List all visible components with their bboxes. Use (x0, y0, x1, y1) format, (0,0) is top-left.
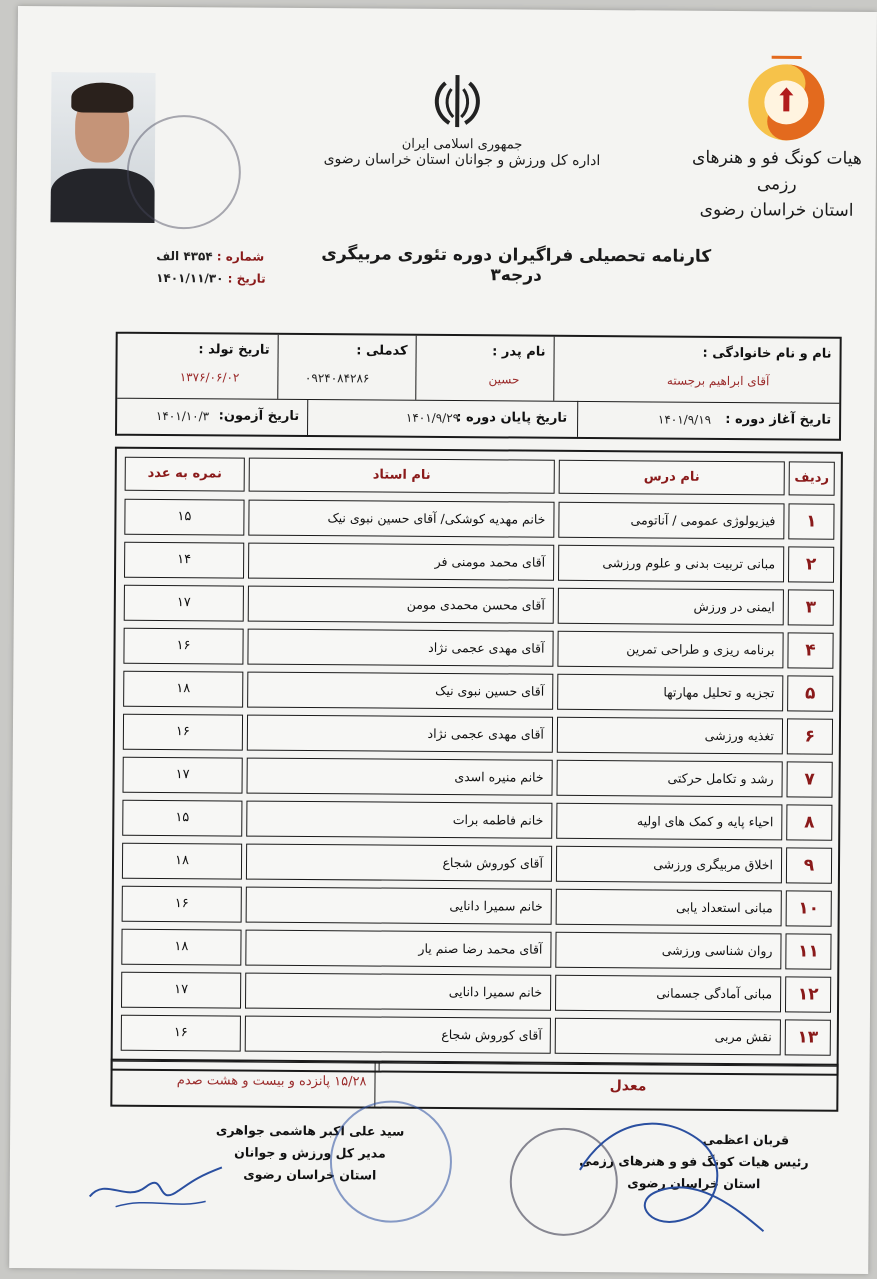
row-number: ۹ (786, 847, 832, 883)
grade-value: ۱۷ (123, 757, 243, 794)
table-row (116, 542, 840, 585)
table-row (114, 800, 838, 843)
course-name: فیزیولوژی عمومی / آناتومی (558, 502, 784, 540)
header-grade: نمره به عدد (125, 457, 245, 492)
grade-value: ۱۶ (123, 628, 243, 665)
grades-header-row (117, 457, 841, 500)
table-row (114, 843, 838, 886)
table-row (114, 757, 838, 800)
grade-value: ۱۶ (121, 1015, 241, 1052)
table-row (113, 972, 837, 1015)
kungfu-federation-logo (741, 47, 832, 146)
father-value: حسین (488, 372, 520, 387)
teacher-name: خانم مهدیه کوشکی/ آقای حسین نبوی نیک (248, 500, 554, 538)
end-date-label: تاریخ پایان دوره : (456, 410, 568, 426)
federation-header (677, 145, 877, 224)
table-row (115, 671, 839, 714)
grades-table (111, 447, 843, 1076)
row-number: ۲ (788, 546, 834, 582)
header-teacher: نام استاد (249, 458, 555, 494)
document-date (156, 271, 266, 286)
course-name: مبانی آمادگی جسمانی (555, 975, 781, 1013)
table-row (116, 499, 840, 542)
row-number: ۱۱ (785, 933, 831, 969)
ministry-line1: جمهوری اسلامی ایران (401, 136, 523, 153)
table-row (116, 585, 840, 628)
course-name: تغذیه ورزشی (557, 717, 783, 755)
end-date-value: ۱۴۰۱/۹/۲۹ (405, 410, 460, 426)
course-name: تجزیه و تحلیل مهارتها (557, 674, 783, 712)
row-number: ۱۳ (785, 1019, 831, 1055)
course-name: مبانی تربیت بدنی و علوم ورزشی (558, 545, 784, 583)
photo-stamp (126, 115, 241, 230)
document-number (156, 249, 264, 264)
iran-emblem-icon (425, 69, 489, 133)
signature-scribble-right (569, 1110, 770, 1241)
table-row (115, 628, 839, 671)
date-value: ۱۴۰۱/۱۱/۳۰ (156, 270, 224, 286)
date-label: تاریخ : (227, 271, 266, 286)
student-info-box (115, 332, 842, 441)
grade-value: ۱۵ (124, 499, 244, 536)
birth-date-label: تاریخ تولد : (198, 342, 270, 358)
national-id-value: ۰۹۲۴۰۸۴۲۸۶ (304, 371, 370, 386)
signer-right-title1: رئیس هیات کونگ فو و هنرهای رزمی (579, 1152, 809, 1170)
course-name: برنامه ریزی و طراحی تمرین (557, 631, 783, 669)
teacher-name: خانم سمیرا دانایی (245, 973, 551, 1011)
average-value: ۱۵/۲۸ پانزده و بیست و هشت صدم (176, 1073, 367, 1090)
course-name: اخلاق مربیگری ورزشی (556, 846, 782, 884)
course-name: رشد و تکامل حرکتی (556, 760, 782, 798)
start-date-label: تاریخ آغاز دوره : (725, 411, 832, 428)
federation-line2: استان خراسان رضوی (699, 199, 854, 221)
ministry-stamp (330, 1100, 453, 1223)
grade-value: ۱۵ (122, 800, 242, 837)
header-course: نام درس (559, 460, 785, 496)
grade-value: ۱۷ (121, 972, 241, 1009)
ministry-header (317, 136, 607, 169)
signer-left-name: سید علی اکبر هاشمی جواهری (215, 1122, 405, 1139)
grade-value: ۱۶ (122, 886, 242, 923)
name-label: نام و نام خانوادگی : (702, 345, 832, 362)
birth-date-value: ۱۳۷۶/۰۶/۰۲ (179, 370, 240, 385)
teacher-name: آقای محمد رضا صنم یار (245, 930, 551, 968)
grade-value: ۱۶ (123, 714, 243, 751)
row-number: ۱۲ (785, 976, 831, 1012)
row-number: ۸ (786, 804, 832, 840)
teacher-name: خانم منیره اسدی (247, 758, 553, 796)
table-row (113, 1015, 837, 1058)
teacher-name: آقای محمد مومنی فر (248, 543, 554, 581)
teacher-name: آقای کوروش شجاع (245, 1016, 551, 1054)
grade-value: ۱۷ (124, 585, 244, 622)
teacher-name: خانم فاطمه برات (246, 801, 552, 839)
federation-line1: هیات کونگ فو و هنرهای رزمی (691, 147, 862, 195)
national-id-label: کدملی : (356, 343, 408, 359)
course-name: مبانی استعداد یابی (556, 889, 782, 927)
signature-scribble-left (86, 1147, 226, 1218)
signer-left-title1: مدیر کل ورزش و جوانان (234, 1144, 386, 1161)
ministry-line2: اداره کل ورزش و جوانان استان خراسان رضوی (323, 151, 601, 170)
start-date-value: ۱۴۰۱/۹/۱۹ (657, 412, 712, 427)
transcript-document (9, 6, 877, 1274)
table-row (113, 929, 837, 972)
grade-value: ۱۸ (121, 929, 241, 966)
row-number: ۱۰ (786, 890, 832, 926)
table-row (115, 714, 839, 757)
course-name: روان شناسی ورزشی (555, 932, 781, 970)
document-title: کارنامه تحصیلی فراگیران دوره تئوری مربیگری درجه۳ (321, 244, 712, 286)
course-name: احیاء پایه و کمک های اولیه (556, 803, 782, 841)
table-row (114, 886, 838, 929)
course-name: نقش مربی (555, 1018, 781, 1056)
header-row-number: ردیف (789, 461, 835, 495)
row-number: ۴ (787, 632, 833, 668)
number-label: شماره : (216, 249, 265, 264)
grade-value: ۱۸ (122, 843, 242, 880)
teacher-name: آقای حسین نبوی نیک (247, 672, 553, 710)
signer-right-name: قربان اعظمی (702, 1131, 790, 1148)
teacher-name: خانم سمیرا دانایی (246, 887, 552, 925)
exam-date-label: تاریخ آزمون: (218, 408, 300, 424)
row-number: ۵ (787, 675, 833, 711)
teacher-name: آقای کوروش شجاع (246, 844, 552, 882)
row-number: ۶ (787, 718, 833, 754)
exam-date-value: ۱۴۰۱/۱۰/۳ (155, 408, 210, 424)
teacher-name: آقای مهدی عجمی نژاد (247, 715, 553, 753)
row-number: ۷ (786, 761, 832, 797)
signer-left-title2: استان خراسان رضوی (243, 1166, 377, 1183)
row-number: ۳ (788, 589, 834, 625)
grade-value: ۱۸ (123, 671, 243, 708)
teacher-name: آقای محسن محمدی مومن (248, 586, 554, 624)
row-number: ۱ (788, 503, 834, 539)
course-name: ایمنی در ورزش (558, 588, 784, 626)
signer-right-title2: استان خراسان رضوی (627, 1175, 761, 1192)
average-row (110, 1059, 838, 1112)
father-label: نام پدر : (492, 344, 546, 360)
name-value: آقای ابراهیم برجسته (666, 373, 770, 389)
average-label: معدل (609, 1078, 647, 1095)
number-value: ۴۳۵۴ الف (156, 248, 213, 264)
teacher-name: آقای مهدی عجمی نژاد (247, 629, 553, 667)
grade-value: ۱۴ (124, 542, 244, 579)
